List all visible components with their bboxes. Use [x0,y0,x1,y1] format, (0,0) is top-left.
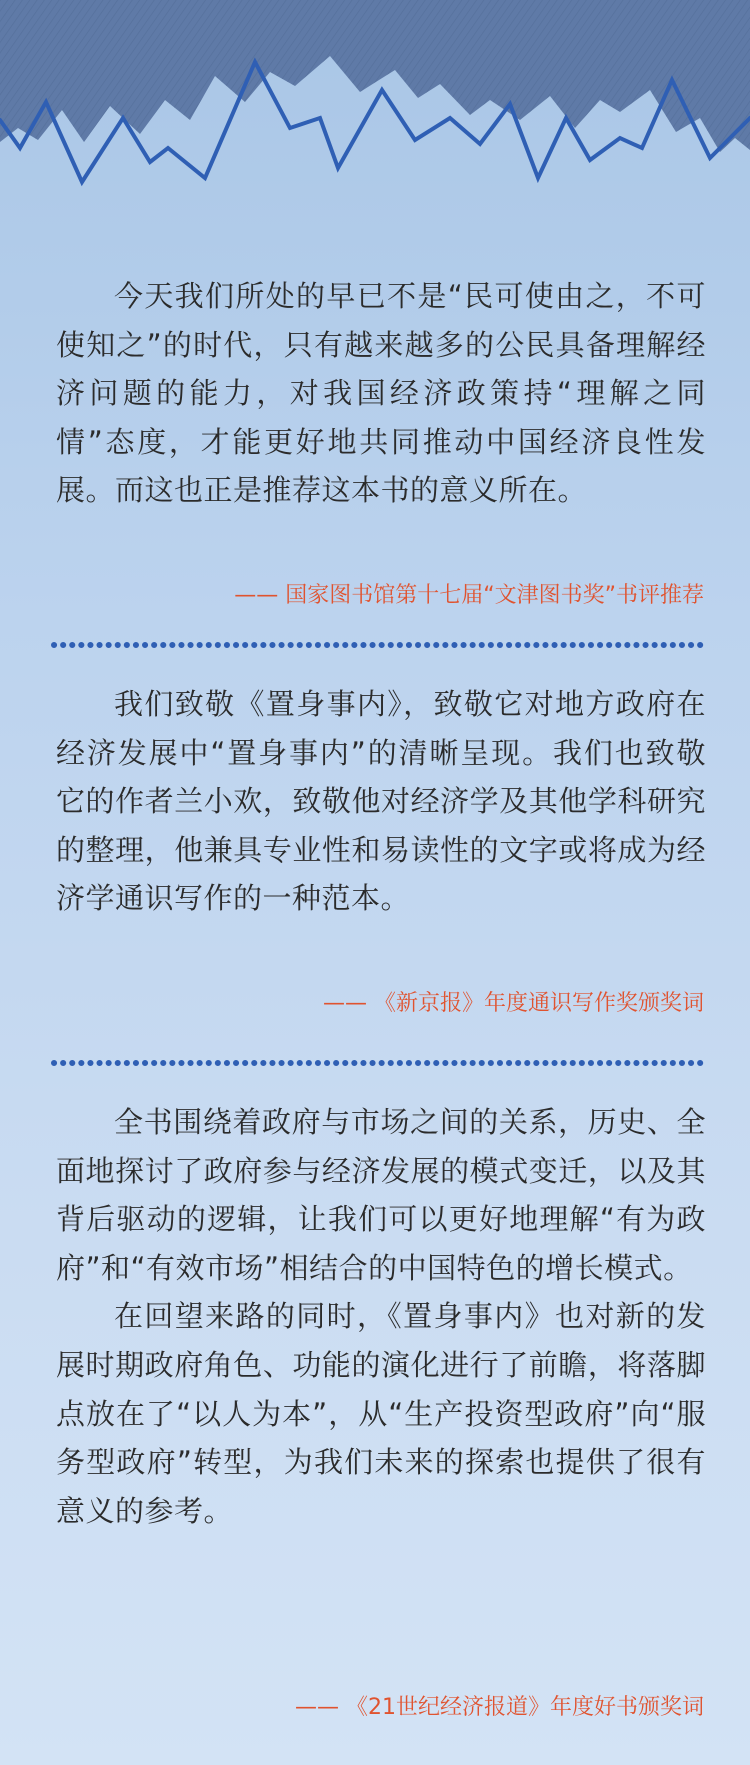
quote-block-3 [56,1098,706,1535]
quote-paragraph: 在回望来路的同时，《置身事内》也对新的发展时期政府角色、功能的演化进行了前瞻，将落脚点放在了“以人为本”，从“生产投资型政府”向“服务型政府”转型，为我们未来的探索也提供了很有意义的参考。 [56,1299,706,1528]
quote-block-2 [56,680,706,923]
quote-paragraph: 全书围绕着政府与市场之间的关系，历史、全面地探讨了政府参与经济发展的模式变迁，以及其背后驱动的逻辑，让我们可以更好地理解“有为政府”和“有效市场”相结合的中国特色的增长模式。 [56,1105,706,1285]
quote-citation: —— 国家图书馆第十七届“文津图书奖”书评推荐 [234,583,704,608]
quote-citation: —— 《21世纪经济报道》年度好书颁奖词 [295,1695,704,1720]
quote-citation: —— 《新京报》年度通识写作奖颁奖词 [323,991,704,1016]
mountain-hatching [0,0,750,152]
dotted-divider [50,640,710,650]
mountain-header-illustration [0,0,750,200]
dotted-divider [50,1058,710,1068]
quote-block-1 [56,272,706,515]
quote-paragraph: 今天我们所处的早已不是“民可使由之，不可使知之”的时代，只有越来越多的公民具备理解经济问题的能力，对我国经济政策持“理解之同情”态度，才能更好地共同推动中国经济良性发展。而这也正是推荐这本书的意义所在。 [56,279,706,508]
quote-paragraph: 我们致敬《置身事内》，致敬它对地方政府在经济发展中“置身事内”的清晰呈现。我们也致敬它的作者兰小欢，致敬他对经济学及其他学科研究的整理，他兼具专业性和易读性的文字或将成为经济学通识写作的一种范本。 [56,687,706,916]
